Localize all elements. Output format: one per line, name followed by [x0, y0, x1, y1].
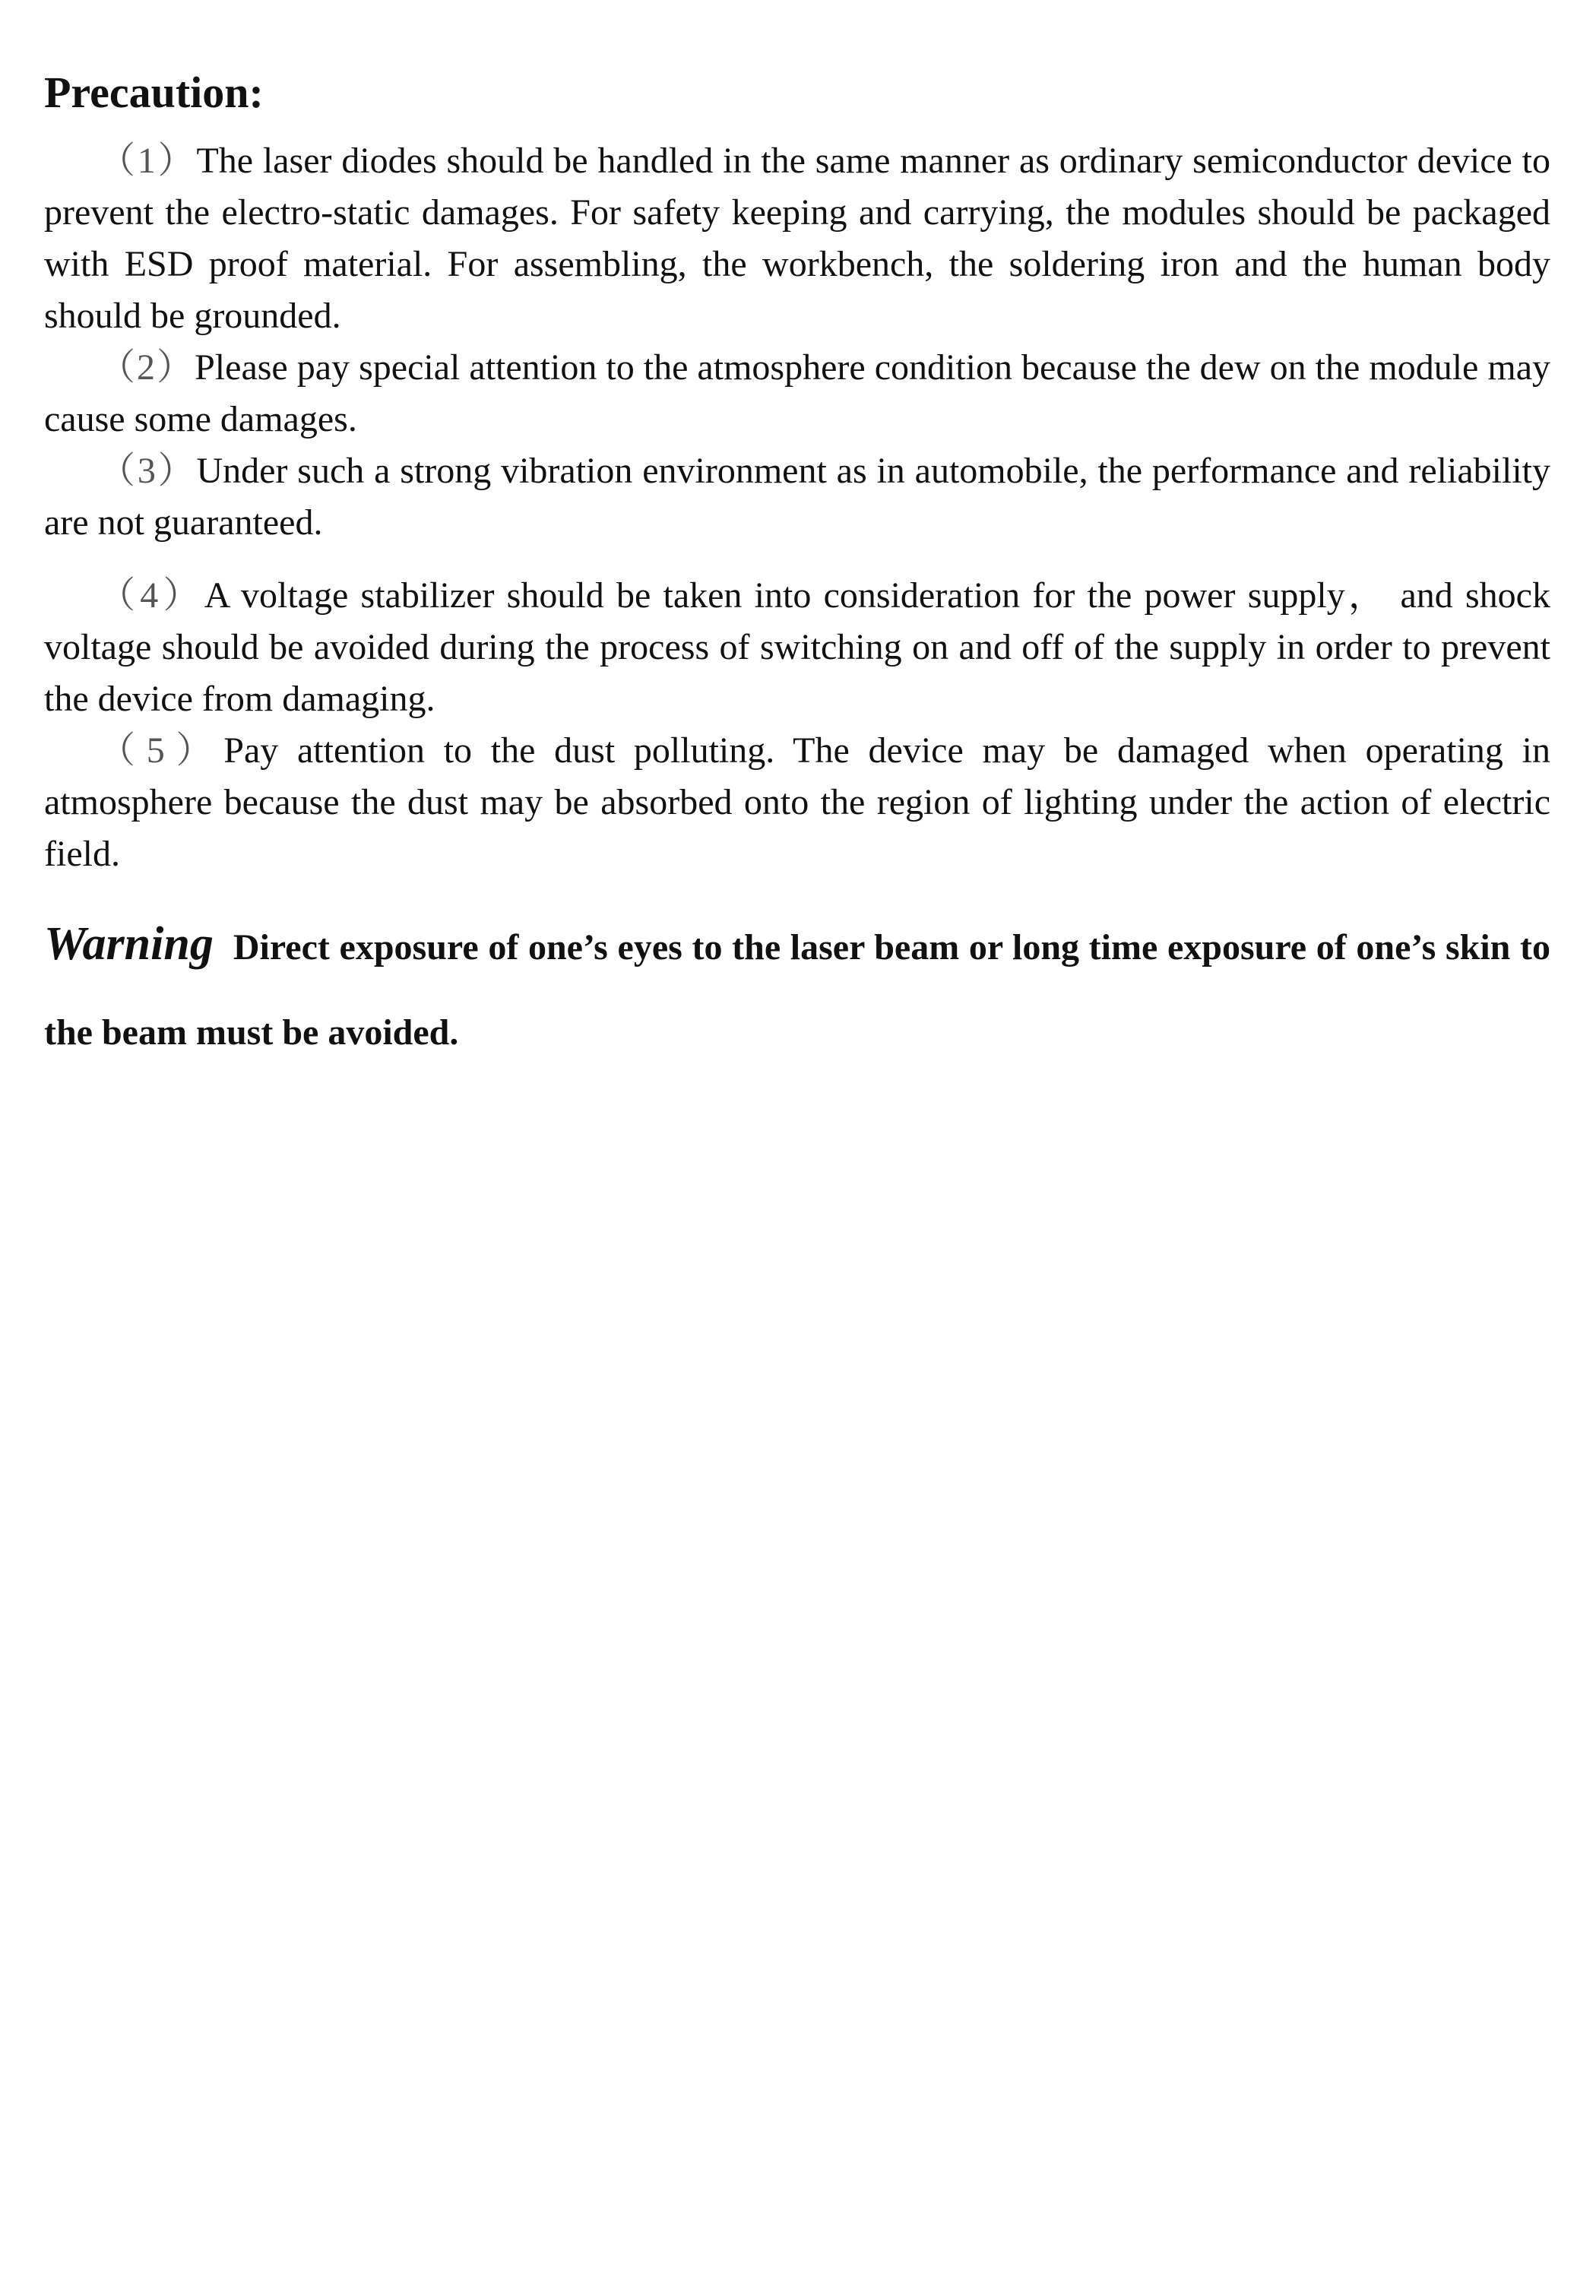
item-text: Please pay special attention to the atmosphere condition because the dew on the module may cause some damages. [44, 347, 1550, 439]
item-text: The laser diodes should be handled in the same manner as ordinary semiconductor device to prevent the electro-static damages. For safety keeping and carrying, the modules should be packaged with ESD proof material. For assembling, the workbench, the soldering iron and the human body should be grounded. [44, 141, 1550, 336]
warning-text: Direct exposure of one’s eyes to the laser beam or long time exposure of one’s skin to the beam must be avoided. [44, 927, 1550, 1053]
item-number: （5） [99, 730, 224, 771]
item-number: （1） [99, 141, 197, 181]
warning-label: Warning [44, 918, 214, 970]
precaution-item-1 [44, 135, 1550, 342]
precaution-item-3 [44, 445, 1550, 549]
item-text: Under such a strong vibration environment as in automobile, the performance and reliability are not guaranteed. [44, 451, 1550, 543]
precaution-item-2 [44, 342, 1550, 445]
page-title: Precaution: [44, 68, 264, 117]
precaution-item-5 [44, 725, 1550, 880]
precaution-item-4 [44, 570, 1550, 725]
item-number: （4） [99, 575, 204, 616]
item-number: （2） [99, 347, 195, 388]
document-page [44, 64, 1550, 1112]
item-text: Pay attention to the dust polluting. The device may be damaged when operating in atmosphere because the dust may be absorbed onto the region of lighting under the action of electric field. [44, 730, 1550, 874]
item-text: A voltage stabilizer should be taken into consideration for the power supply， and shock voltage should be avoided during the process of switching on and off of the supply in order to prevent the device from damaging. [44, 575, 1550, 719]
item-number: （3） [99, 451, 197, 491]
warning-paragraph [44, 901, 1550, 1075]
